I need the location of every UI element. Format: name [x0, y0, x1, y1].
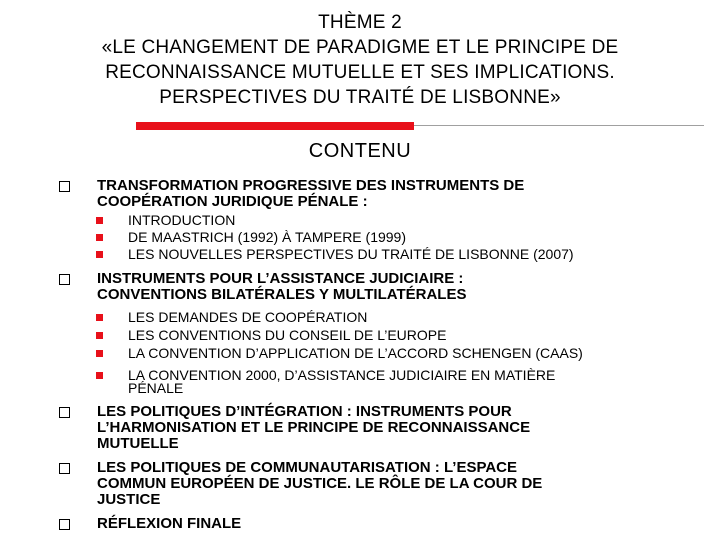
hollow-square-bullet-icon [59, 519, 70, 530]
outline-subitem-line: LA CONVENTION D’APPLICATION DE L’ACCORD SCHENGEN (CAAS) [128, 345, 583, 361]
outline-item-line: TRANSFORMATION PROGRESSIVE DES INSTRUMENTS DE [97, 177, 525, 194]
outline-item [97, 516, 697, 532]
outline-subitem [128, 212, 708, 229]
outline-subitem-line: LES CONVENTIONS DU CONSEIL DE L’EUROPE [128, 327, 447, 343]
title-line: «LE CHANGEMENT DE PARADIGME ET LE PRINCIPE DE [101, 37, 619, 58]
red-square-bullet-icon [96, 217, 103, 224]
outline-subitem-line: LA CONVENTION 2000, D’ASSISTANCE JUDICIAIRE EN MATIÈRE [128, 367, 556, 383]
outline-item-line: COMMUN EUROPÉEN DE JUSTICE. LE RÔLE DE LA COUR DE [97, 475, 543, 492]
red-square-bullet-icon [96, 234, 103, 241]
outline-item-line: RÉFLEXION FINALE [97, 515, 242, 532]
outline-item [97, 271, 697, 303]
section-heading: CONTENU [308, 140, 412, 162]
outline-subitem-line: DE MAASTRICH (1992) À TAMPERE (1999) [128, 229, 407, 245]
outline-item-line: JUSTICE [97, 491, 161, 508]
outline-item-line: COOPÉRATION JURIDIQUE PÉNALE : [97, 193, 368, 210]
hollow-square-bullet-icon [59, 274, 70, 285]
outline-subitem [128, 309, 708, 326]
red-square-bullet-icon [96, 350, 103, 357]
outline-subitem [128, 327, 708, 344]
title-line: THÈME 2 [318, 12, 402, 33]
outline-subitem [128, 345, 708, 362]
outline-subitem [128, 367, 708, 397]
outline-subitem-line: LES NOUVELLES PERSPECTIVES DU TRAITÉ DE LISBONNE (2007) [128, 246, 574, 262]
red-square-bullet-icon [96, 332, 103, 339]
outline-subitem [128, 229, 708, 246]
hollow-square-bullet-icon [59, 407, 70, 418]
outline-subitem-line: INTRODUCTION [128, 212, 236, 228]
title-line: PERSPECTIVES DU TRAITÉ DE LISBONNE» [159, 87, 561, 108]
outline-item-line: LES POLITIQUES D’INTÉGRATION : INSTRUMENTS POUR [97, 403, 512, 420]
red-square-bullet-icon [96, 372, 103, 379]
outline-subitem-line: PÉNALE [128, 380, 184, 396]
outline-item-line: L’HARMONISATION ET LE PRINCIPE DE RECONNAISSANCE [97, 419, 531, 436]
outline-item-line: CONVENTIONS BILATÉRALES Y MULTILATÉRALES [97, 286, 467, 303]
outline-item-line: LES POLITIQUES DE COMMUNAUTARISATION : L’ESPACE [97, 459, 518, 476]
outline-item-line: INSTRUMENTS POUR L’ASSISTANCE JUDICIAIRE : [97, 270, 464, 287]
outline-subitem [128, 246, 708, 263]
outline-item-line: MUTUELLE [97, 435, 179, 452]
red-square-bullet-icon [96, 251, 103, 258]
red-square-bullet-icon [96, 314, 103, 321]
outline-item [97, 404, 697, 452]
hollow-square-bullet-icon [59, 181, 70, 192]
title-line: RECONNAISSANCE MUTUELLE ET SES IMPLICATIONS. [105, 62, 615, 83]
hollow-square-bullet-icon [59, 463, 70, 474]
outline-subitem-line: LES DEMANDES DE COOPÉRATION [128, 309, 368, 325]
outline-item [97, 178, 697, 210]
outline-item [97, 460, 697, 508]
